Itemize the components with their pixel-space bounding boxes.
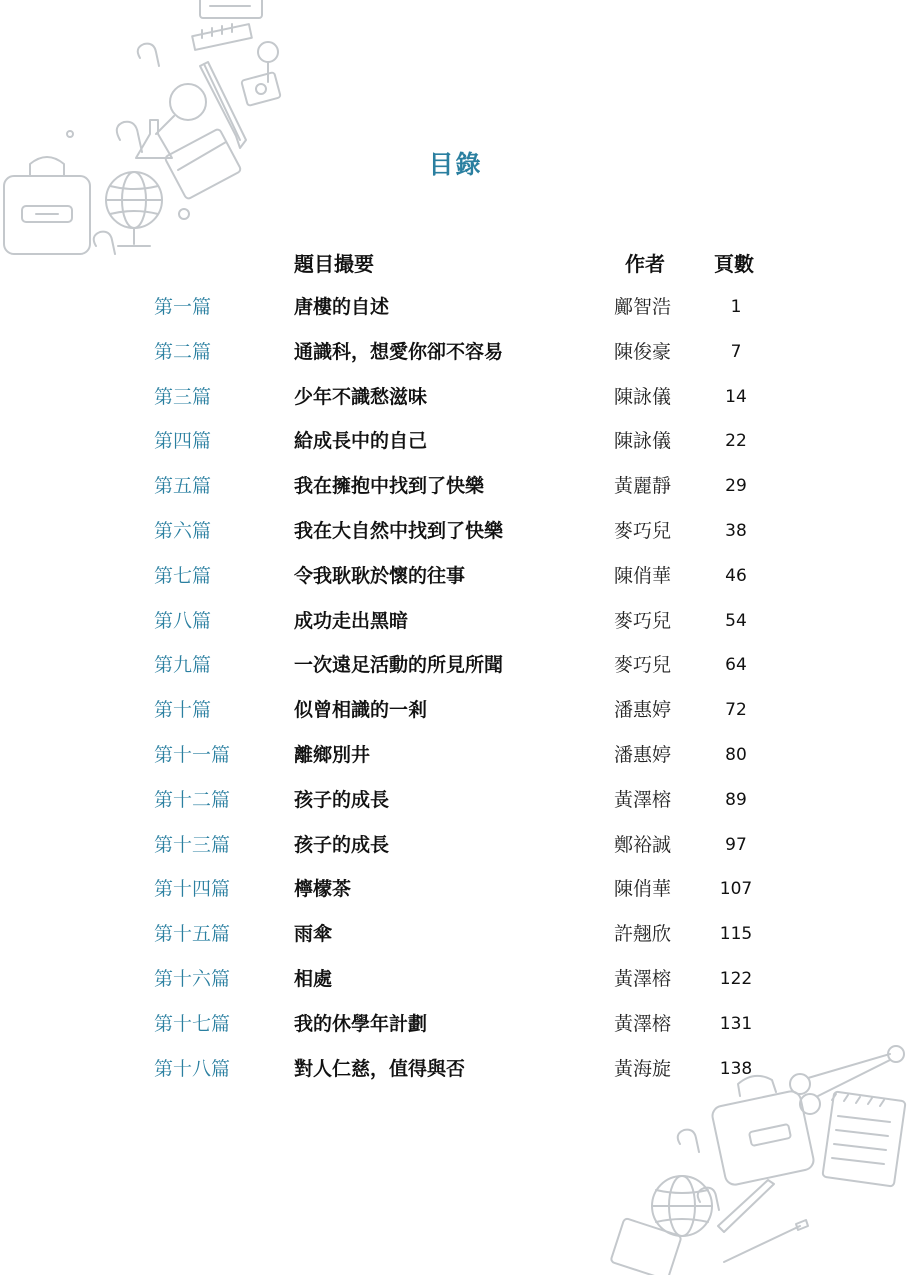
toc-row[interactable] [0,689,911,734]
toc-title: 令我耿耿於懷的往事 [294,564,466,587]
toc-row[interactable] [0,734,911,779]
pencil-icon [718,1180,774,1232]
toc-page-number: 38 [725,520,747,541]
toc-row[interactable] [0,331,911,376]
toc-title: 少年不識愁滋味 [294,385,428,408]
toc-chapter-number: 第十一篇 [154,743,231,766]
toc-chapter-number: 第十三篇 [154,833,231,856]
toc-row[interactable] [0,779,911,824]
toc-title: 雨傘 [294,923,333,946]
toc-author: 陳詠儀 [614,385,672,408]
toc-page-number: 29 [725,476,747,497]
schoolbag-icon [711,1076,816,1187]
toc-row[interactable] [0,555,911,600]
toc-author: 陳詠儀 [614,430,672,453]
toc-chapter-number: 第十五篇 [154,923,231,946]
toc-author: 許翹欣 [614,923,672,946]
toc-chapter-number: 第十二篇 [154,788,231,811]
toc-chapter-number: 第八篇 [154,609,212,632]
toc-author: 黃澤榕 [614,1012,672,1035]
toc-page-number: 122 [719,968,753,989]
toc-chapter-number: 第一篇 [154,296,212,318]
paperclip-icon [678,1130,719,1210]
toc-title: 對人仁慈，值得與否 [294,1057,466,1080]
toc-author: 陳俏華 [614,878,672,901]
toc-title: 似曾相識的一剎 [294,699,428,722]
toc-title: 我的休學年計劃 [294,1012,428,1035]
toc-page-number: 131 [719,1013,753,1034]
toc-row[interactable] [0,958,911,1003]
toc-title: 離鄉別井 [294,743,371,766]
toc-chapter-number: 第十八篇 [154,1057,231,1080]
toc-row[interactable] [0,510,911,555]
paintbrush-icon [724,1220,808,1262]
toc-row[interactable] [0,824,911,869]
toc-title: 孩子的成長 [294,788,390,811]
toc-page-number: 64 [725,655,747,676]
toc-chapter-number: 第五篇 [154,475,212,498]
toc-author: 麥巧兒 [614,519,672,542]
toc-author: 黃麗靜 [614,475,672,498]
toc-author: 鄺智浩 [614,296,672,318]
toc-chapter-number: 第二篇 [154,340,212,363]
table-of-contents [0,286,911,1092]
toc-chapter-number: 第十篇 [154,699,212,722]
toc-page-number: 7 [730,341,742,362]
book-icon [610,1218,681,1275]
paperclip-icon [117,44,159,152]
toc-row[interactable] [0,600,911,645]
toc-author: 陳俏華 [614,564,672,587]
toc-chapter-number: 第七篇 [154,564,212,587]
toc-title: 相處 [294,967,333,990]
toc-row[interactable] [0,1048,911,1093]
toc-chapter-number: 第四篇 [154,430,212,453]
toc-chapter-number: 第十七篇 [154,1012,231,1035]
notebook-icon [200,0,262,18]
toc-title: 成功走出黑暗 [294,609,409,632]
globe-icon [652,1176,712,1236]
toc-author: 麥巧兒 [614,609,672,632]
toc-author: 黃澤榕 [614,967,672,990]
page-title: 目錄 [428,150,483,179]
toc-author: 鄭裕誠 [614,833,672,856]
toc-row[interactable] [0,465,911,510]
toc-row[interactable] [0,644,911,689]
toc-page-number: 138 [719,1058,753,1079]
notepad-icon [822,1091,905,1186]
toc-row[interactable] [0,913,911,958]
toc-row[interactable] [0,286,911,331]
toc-title: 一次遠足活動的所見所聞 [294,654,504,677]
toc-chapter-number: 第六篇 [154,519,212,542]
toc-author: 潘惠婷 [614,743,672,766]
globe-icon [106,172,162,246]
magnifier-icon [156,84,206,134]
paperclip-icon [94,232,115,254]
toc-title: 我在大自然中找到了快樂 [294,519,504,542]
toc-title: 唐樓的自述 [294,296,390,318]
toc-page-number: 1 [730,297,742,317]
toc-title: 我在擁抱中找到了快樂 [294,475,485,498]
toc-author: 陳俊豪 [614,340,672,363]
toc-row[interactable] [0,868,911,913]
toc-row[interactable] [0,1003,911,1048]
toc-page-number: 97 [725,834,747,855]
toc-author: 麥巧兒 [614,654,672,677]
toc-page-number: 14 [725,386,747,407]
toc-chapter-number: 第九篇 [154,654,212,677]
toc-author: 黃澤榕 [614,788,672,811]
toc-title: 給成長中的自己 [294,430,428,453]
toc-page-number: 54 [725,610,747,631]
toc-chapter-number: 第三篇 [154,385,212,408]
toc-title: 孩子的成長 [294,833,390,856]
toc-chapter-number: 第十四篇 [154,878,231,901]
toc-page-number: 46 [725,565,747,586]
column-header-pages: 頁數 [714,252,754,276]
toc-row[interactable] [0,376,911,421]
toc-title: 通識科，想愛你卻不容易 [294,340,504,363]
column-header-author: 作者 [625,252,665,276]
toc-title: 檸檬茶 [294,878,352,901]
toc-row[interactable] [0,420,911,465]
toc-page-number: 89 [725,789,747,810]
stationery-illustration-top-left [0,0,290,280]
toc-page-number: 80 [725,744,747,765]
ruler-icon [192,24,252,50]
toc-page-number: 72 [725,700,747,721]
toc-author: 黃海旋 [614,1057,672,1080]
toc-page-number: 22 [725,431,747,452]
sharpener-icon [241,72,281,106]
column-header-subject: 題目撮要 [294,252,374,276]
toc-author: 潘惠婷 [614,699,672,722]
toc-chapter-number: 第十六篇 [154,967,231,990]
toc-page-number: 107 [719,879,753,900]
toc-page-number: 115 [719,924,753,945]
